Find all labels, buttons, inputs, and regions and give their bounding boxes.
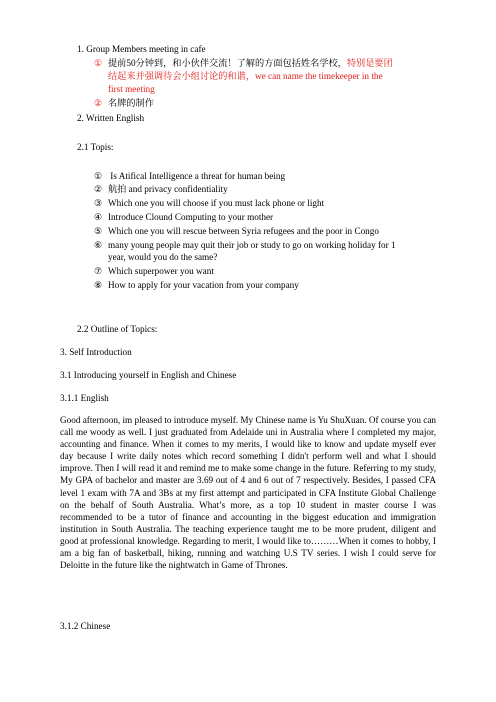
meeting-item-1-cont2: first meeting [108,84,155,94]
topic-item [94,265,214,277]
meeting-item-1 [94,57,393,69]
topic-item [94,211,273,223]
section-3-1-heading: 3.1 Introducing yourself in English and Chinese [60,370,237,380]
topic-item [94,183,228,195]
topic-item [94,279,299,291]
topic-number: ⑧ [94,280,103,290]
topic-number: ④ [94,212,103,222]
topic-text: Which one you will choose if you must lack phone or light [108,198,325,208]
meeting-item-2 [94,97,154,109]
item-number: ② [94,98,103,108]
topic-number: ⑥ [94,240,103,250]
item-text-highlight: 特别是要团 [346,58,393,68]
topic-text: Introduce Clound Computing to your mother [108,212,274,222]
section-3-1-2-heading: 3.1.2 Chinese [60,621,111,631]
topic-text: Which one you will rescue between Syria refugees and the poor in Congo [108,226,379,236]
english-introduction-paragraph: Good afternoon, im pleased to introduce myself. My Chinese name is Yu ShuXuan. Of course you can call me woody as well. I just graduated from Adelaide uni in Australia where I completed my major, accounting and finance. When it comes to my merits, I would like to know and update myself ever day because I write daily notes which record something I didn't perform well and what I should improve. Then I will read it and remind me to make some change in the future. Referring to my study, My GPA of bachelor and master are 3.69 out of 4 and 6 out of 7 respectively. Besides, I passed CFA level 1 exam with 7A and 3Bs at my first attempt and participated in CFA Institute Global Challenge on the behalf of South Australia. What’s more, as a top 10 student in master course I was recommended to be a tutor of finance and accounting in the biggest education and immigration institution in South Australia. The teaching experience taught me to be more prudent, diligent and good at professional knowledge. Regarding to merit, I would like to………When it comes to hobby, I am a big fan of basketball, hiking, running and watching U.S TV series. I wish I could serve for Deloitte in the future like the nightwatch in Game of Thrones. [60,415,437,571]
section-1-heading: 1. Group Members meeting in cafe [77,44,206,54]
topic-item [94,197,324,209]
topic-item [94,225,379,237]
topic-number: ③ [94,198,103,208]
topic-item [94,239,396,251]
topic-number: ② [94,184,103,194]
topic-text: Is Atifical Intelligence a threat for human being [108,171,286,181]
topic-item-cont: year, would you do the same? [108,252,218,262]
topic-number: ⑤ [94,226,103,236]
section-2-1-heading: 2.1 Topis: [77,142,114,152]
topic-number: ① [94,171,103,181]
topic-number: ⑦ [94,266,103,276]
topic-text: 航拍 and privacy confidentiality [108,184,228,194]
item-number: ① [94,58,103,68]
topic-item [94,170,285,182]
meeting-item-1-cont: 结起来并强调待会小组讨论的和谐，we can name the timekeeper in the [108,71,383,81]
item-text: 提前50分钟到，和小伙伴交流！了解的方面包括姓名学校， [108,58,347,68]
section-2-2-heading: 2.2 Outline of Topics: [77,324,158,334]
section-3-1-1-heading: 3.1.1 English [60,393,109,403]
item-text: 名牌的制作 [108,98,154,108]
topic-text: Which superpower you want [108,266,214,276]
section-3-heading: 3. Self Introduction [60,347,132,357]
topic-text: many young people may quit their job or study to go on working holiday for 1 [108,240,396,250]
section-2-heading: 2. Written English [77,113,145,123]
topic-text: How to apply for your vacation from your company [108,280,299,290]
